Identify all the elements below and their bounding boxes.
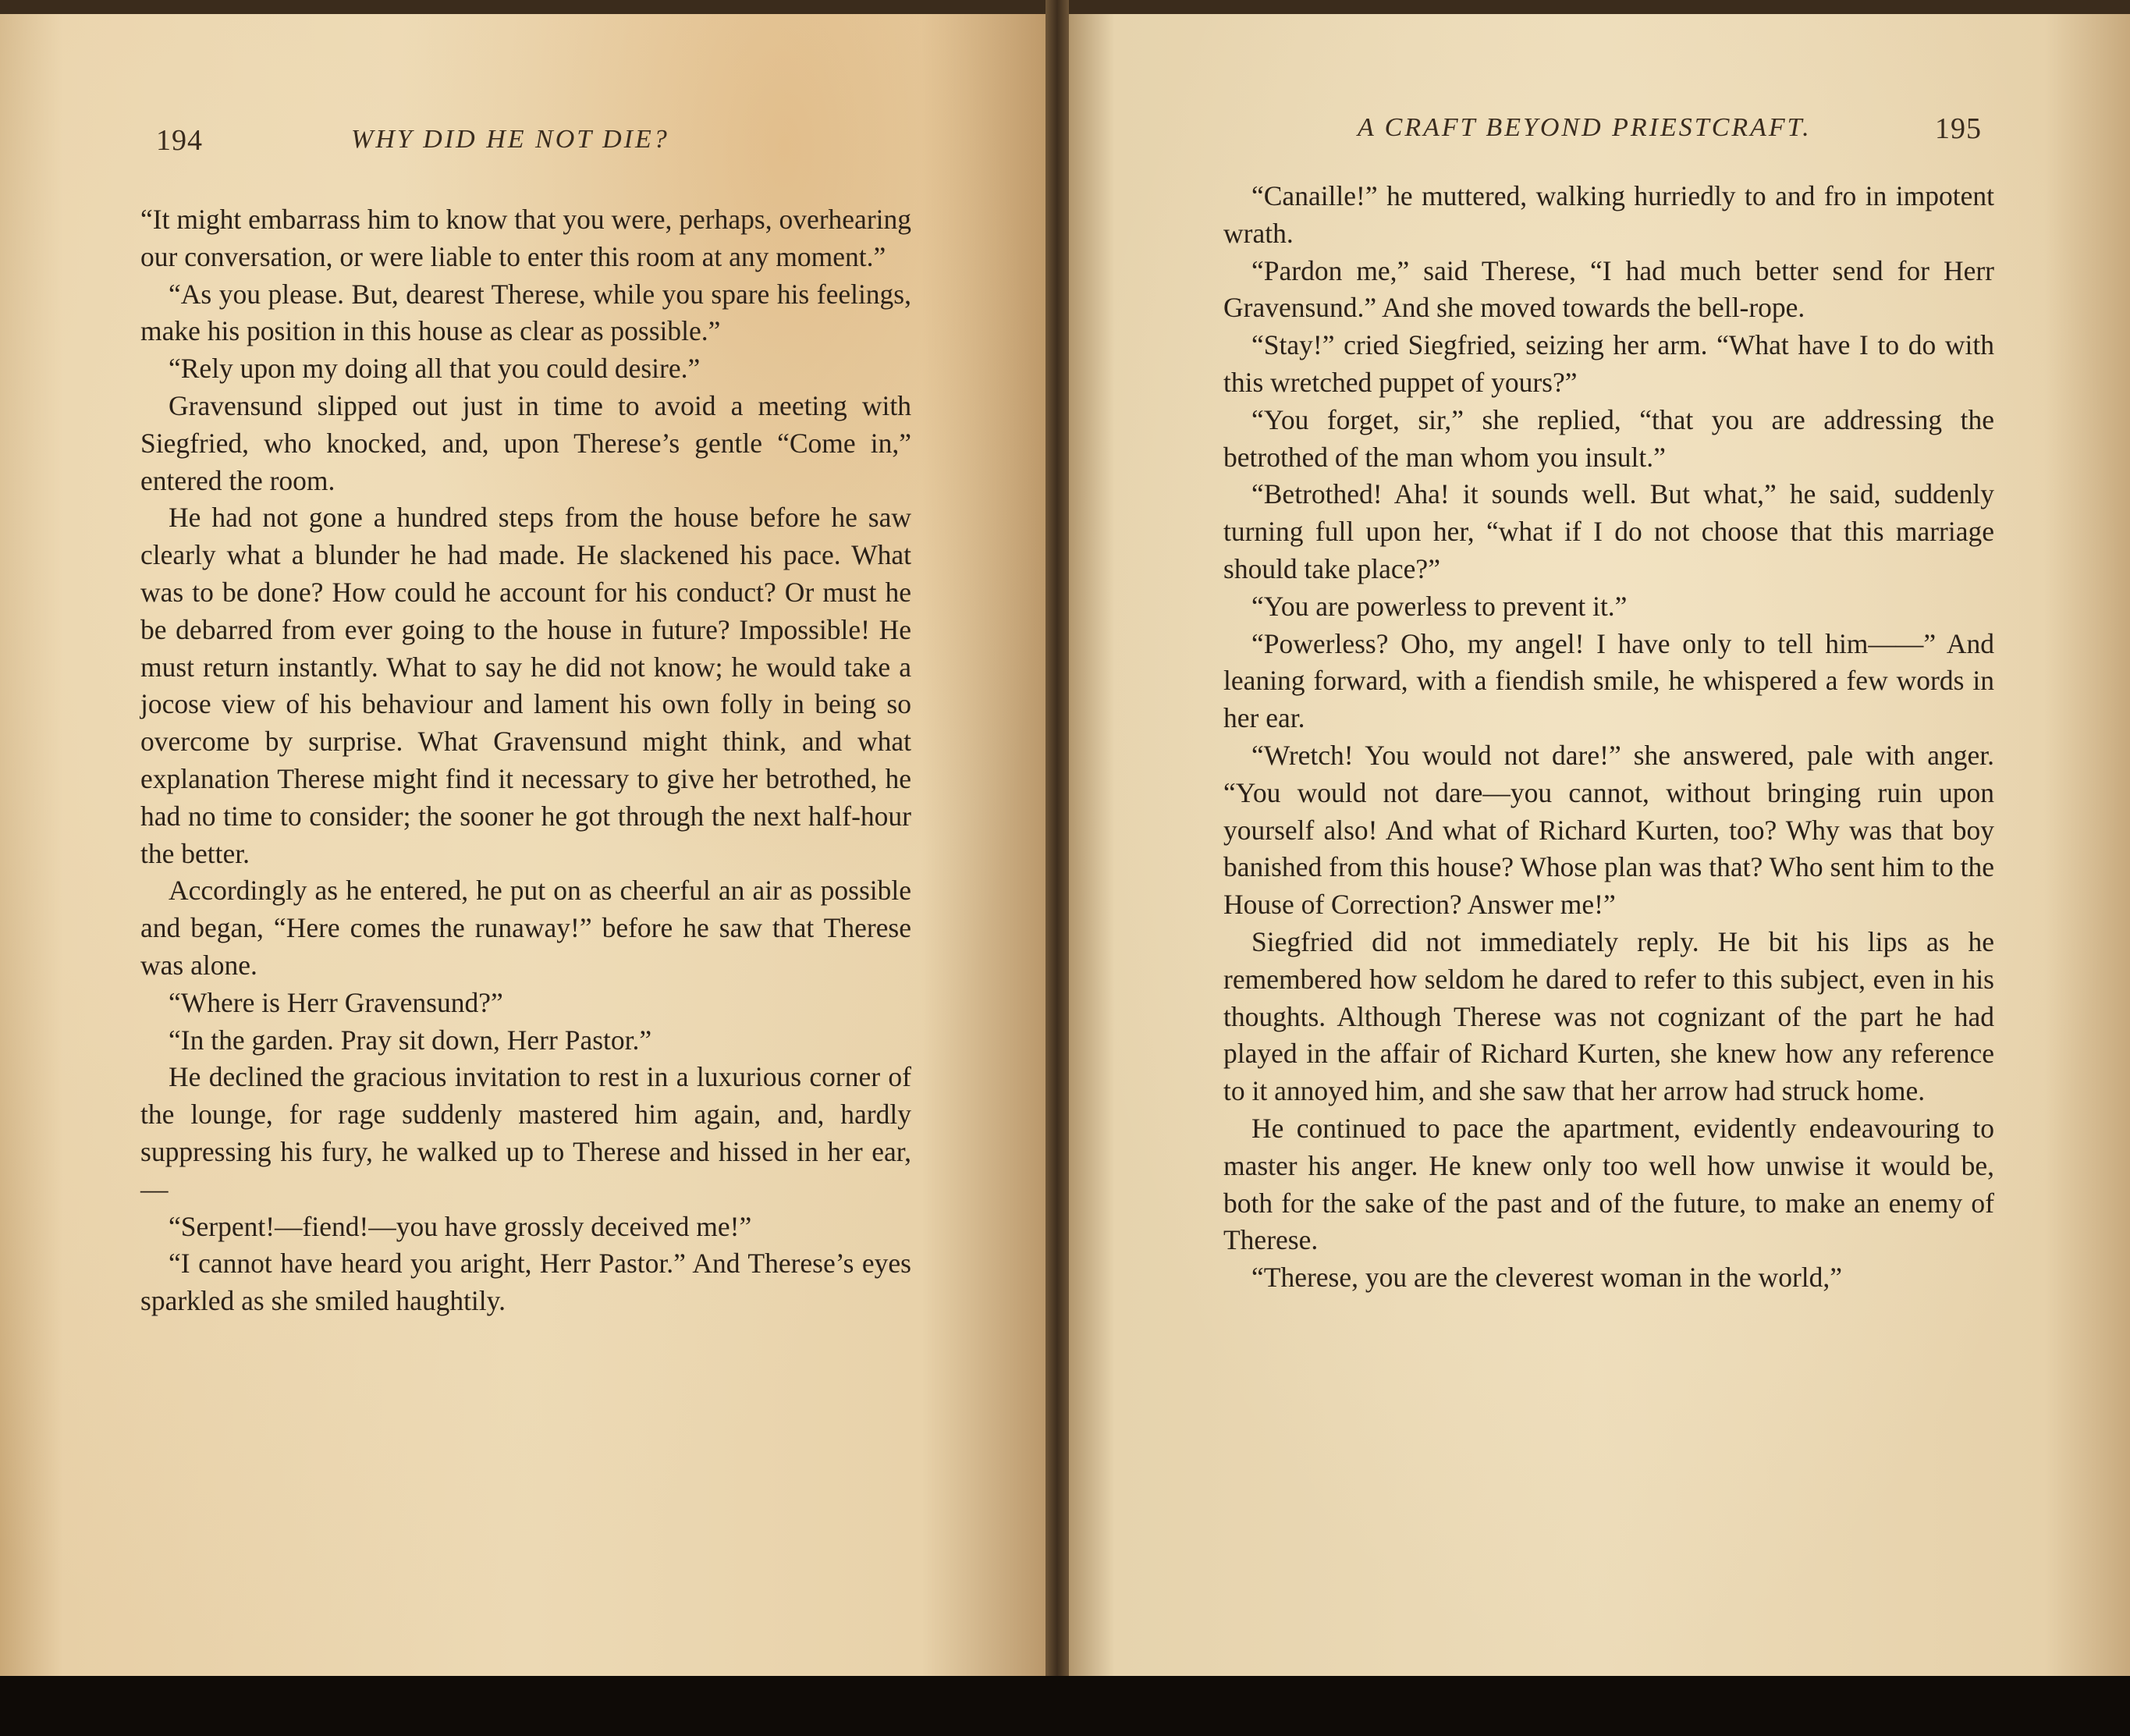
paragraph: “You forget, sir,” she replied, “that you are addressing the betrothed of the man whom you insult.” — [1223, 403, 1994, 473]
paragraph: “You are powerless to prevent it.” — [1251, 590, 1628, 622]
paragraph: Siegfried did not immediately reply. He bit his lips as he remembered how seldom he dared to refer to this subject, even in his thoughts. Although Therese was not cognizant of the part he had played in the affair of Richard Kurten, she knew how any reference to it annoyed him, and she saw that her arrow had struck home. — [1223, 925, 1994, 1107]
left-page-number: 194 — [156, 124, 203, 157]
paragraph: “Serpent!—fiend!—you have grossly deceived me!” — [169, 1210, 752, 1242]
paragraph: Gravensund slipped out just in time to avoid a meeting with Siegfried, who knocked, and, upon Therese’s gentle “Come in,” entered the room. — [140, 389, 911, 496]
paragraph: “Stay!” cried Siegfried, seizing her arm. “What have I to do with this wretched puppet of yours?” — [1223, 329, 1994, 398]
left-page — [0, 14, 1052, 1676]
paragraph: “Where is Herr Gravensund?” — [169, 986, 503, 1018]
paragraph: “Powerless? Oho, my angel! I have only to tell him——” And leaning forward, with a fiendish smile, he whispered a few words in her ear. — [1223, 627, 1994, 734]
book-gutter — [1045, 0, 1069, 1736]
right-page-number: 195 — [1935, 112, 1982, 145]
left-running-head: WHY DID HE NOT DIE? — [351, 125, 669, 154]
left-body-text — [140, 201, 911, 1320]
paragraph: “Wretch! You would not dare!” she answered, pale with anger. “You would not dare—you cannot, without bringing ruin upon yourself also! And what of Richard Kurten, too? Why was that boy banished from this house? Whose plan was that? Who sent him to the House of Correction? Answer me!” — [1223, 739, 1994, 921]
scan-background-edge — [0, 1676, 2130, 1736]
paragraph: He continued to pace the apartment, evidently endeavouring to master his anger. He knew only too well how unwise it would be, both for the sake of the past and of the future, to make an enemy of Therese. — [1223, 1112, 1994, 1256]
paragraph: “It might embarrass him to know that you were, perhaps, overhearing our conversation, or were liable to enter this room at any moment.” — [140, 204, 911, 272]
paragraph: He declined the gracious invitation to rest in a luxurious corner of the lounge, for rage suddenly mastered him again, and, hardly suppressing his fury, he walked up to Therese and hissed in her ear,— — [140, 1061, 911, 1205]
paragraph: “Pardon me,” said Therese, “I had much better send for Herr Gravensund.” And she moved towards the bell-rope. — [1223, 254, 1994, 324]
paragraph: “In the garden. Pray sit down, Herr Pastor.” — [169, 1024, 652, 1056]
paragraph: Accordingly as he entered, he put on as cheerful an air as possible and began, “Here comes the runaway!” before he saw that Therese was alone. — [140, 875, 911, 981]
right-running-head: A CRAFT BEYOND PRIESTCRAFT. — [1358, 113, 1812, 142]
paragraph: He had not gone a hundred steps from the house before he saw clearly what a blunder he had made. He slackened his pace. What was to be done? How could he account for his conduct? Or must he be debarred from ever going to the house in future? Impossible! He must return instantly. What to say he did not know; he would take a jocose view of his behaviour and lament his own folly in being so overcome by surprise. What Gravensund might think, and what explanation Therese might find it necessary to give her betrothed, he had no time to consider; the sooner he got through the next half-hour the better. — [140, 502, 911, 869]
paragraph: “Therese, you are the cleverest woman in the world,” — [1251, 1262, 1843, 1294]
paragraph: “As you please. But, dearest Therese, while you spare his feelings, make his position in this house as clear as possible.” — [140, 278, 911, 347]
right-page — [1061, 14, 2130, 1676]
paragraph: “Betrothed! Aha! it sounds well. But what,” he said, suddenly turning full upon her, “what if I do not choose that this marriage should take place?” — [1223, 478, 1994, 584]
right-body-text — [1223, 178, 1994, 1297]
paragraph: “Canaille!” he muttered, walking hurriedly to and fro in impotent wrath. — [1223, 180, 1994, 249]
paragraph: “I cannot have heard you aright, Herr Pastor.” And Therese’s eyes sparkled as she smiled haughtily. — [140, 1248, 911, 1317]
paragraph: “Rely upon my doing all that you could desire.” — [169, 353, 701, 385]
